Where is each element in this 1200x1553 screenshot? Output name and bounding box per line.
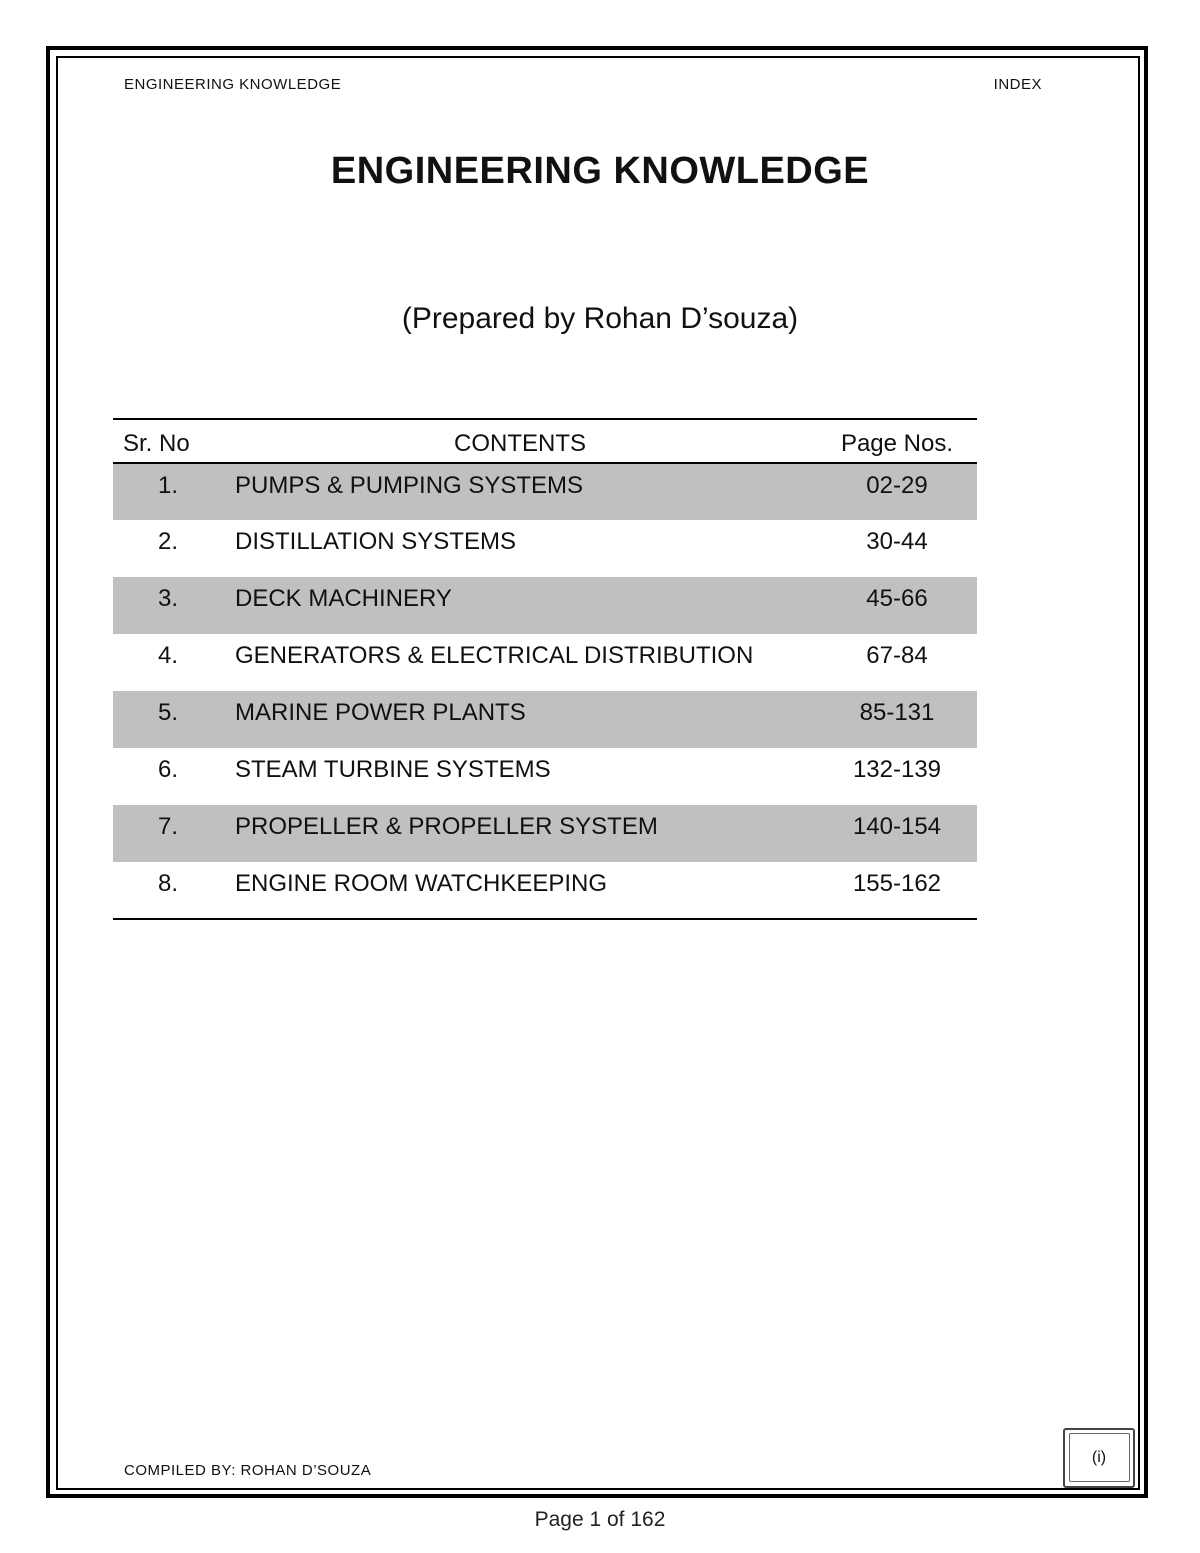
row-contents: STEAM TURBINE SYSTEMS bbox=[235, 756, 551, 783]
running-header-left: ENGINEERING KNOWLEDGE bbox=[124, 76, 342, 93]
table-header-row bbox=[113, 419, 977, 463]
row-pages: 85-131 bbox=[817, 691, 977, 748]
document-subtitle: (Prepared by Rohan D’souza) bbox=[401, 302, 799, 335]
row-number: 6. bbox=[157, 756, 178, 783]
row-contents: DISTILLATION SYSTEMS bbox=[235, 528, 516, 555]
running-footer-left: COMPILED BY: ROHAN D’SOUZA bbox=[124, 1462, 372, 1479]
row-contents: ENGINE ROOM WATCHKEEPING bbox=[223, 862, 817, 919]
column-header-sr-no: Sr. No bbox=[113, 419, 223, 463]
row-number: 7. bbox=[113, 805, 223, 862]
row-contents: PROPELLER & PROPELLER SYSTEM bbox=[223, 805, 817, 862]
row-number: 5. bbox=[113, 691, 223, 748]
table-row bbox=[113, 577, 977, 634]
table-row bbox=[113, 463, 977, 520]
page-number-box bbox=[1063, 1428, 1135, 1488]
row-contents: MARINE POWER PLANTS bbox=[223, 691, 817, 748]
row-number: 1. bbox=[113, 463, 223, 520]
table-row bbox=[113, 862, 977, 919]
row-contents: GENERATORS & ELECTRICAL DISTRIBUTION bbox=[235, 642, 754, 669]
page-number-label: (i) bbox=[1091, 1449, 1107, 1466]
row-number: 2. bbox=[157, 528, 178, 555]
row-pages: 02-29 bbox=[817, 463, 977, 520]
table-row bbox=[113, 748, 977, 805]
running-header-right: INDEX bbox=[993, 76, 1042, 93]
table-row bbox=[113, 805, 977, 862]
row-number: 4. bbox=[157, 642, 178, 669]
row-pages: 30-44 bbox=[866, 528, 928, 555]
page-indicator: Page 1 of 162 bbox=[534, 1508, 666, 1531]
row-pages: 132-139 bbox=[852, 756, 942, 783]
row-contents: DECK MACHINERY bbox=[223, 577, 817, 634]
row-contents: PUMPS & PUMPING SYSTEMS bbox=[223, 463, 817, 520]
row-pages: 155-162 bbox=[817, 862, 977, 919]
contents-table bbox=[113, 418, 977, 920]
row-pages: 140-154 bbox=[817, 805, 977, 862]
row-number: 8. bbox=[113, 862, 223, 919]
table-row bbox=[113, 634, 977, 691]
table-row bbox=[113, 691, 977, 748]
row-number: 3. bbox=[113, 577, 223, 634]
column-header-page-nos: Page Nos. bbox=[817, 419, 977, 463]
column-header-contents: CONTENTS bbox=[223, 419, 817, 463]
row-pages: 45-66 bbox=[817, 577, 977, 634]
document-title: ENGINEERING KNOWLEDGE bbox=[330, 150, 870, 192]
row-pages: 67-84 bbox=[866, 642, 928, 669]
table-row bbox=[113, 520, 977, 577]
